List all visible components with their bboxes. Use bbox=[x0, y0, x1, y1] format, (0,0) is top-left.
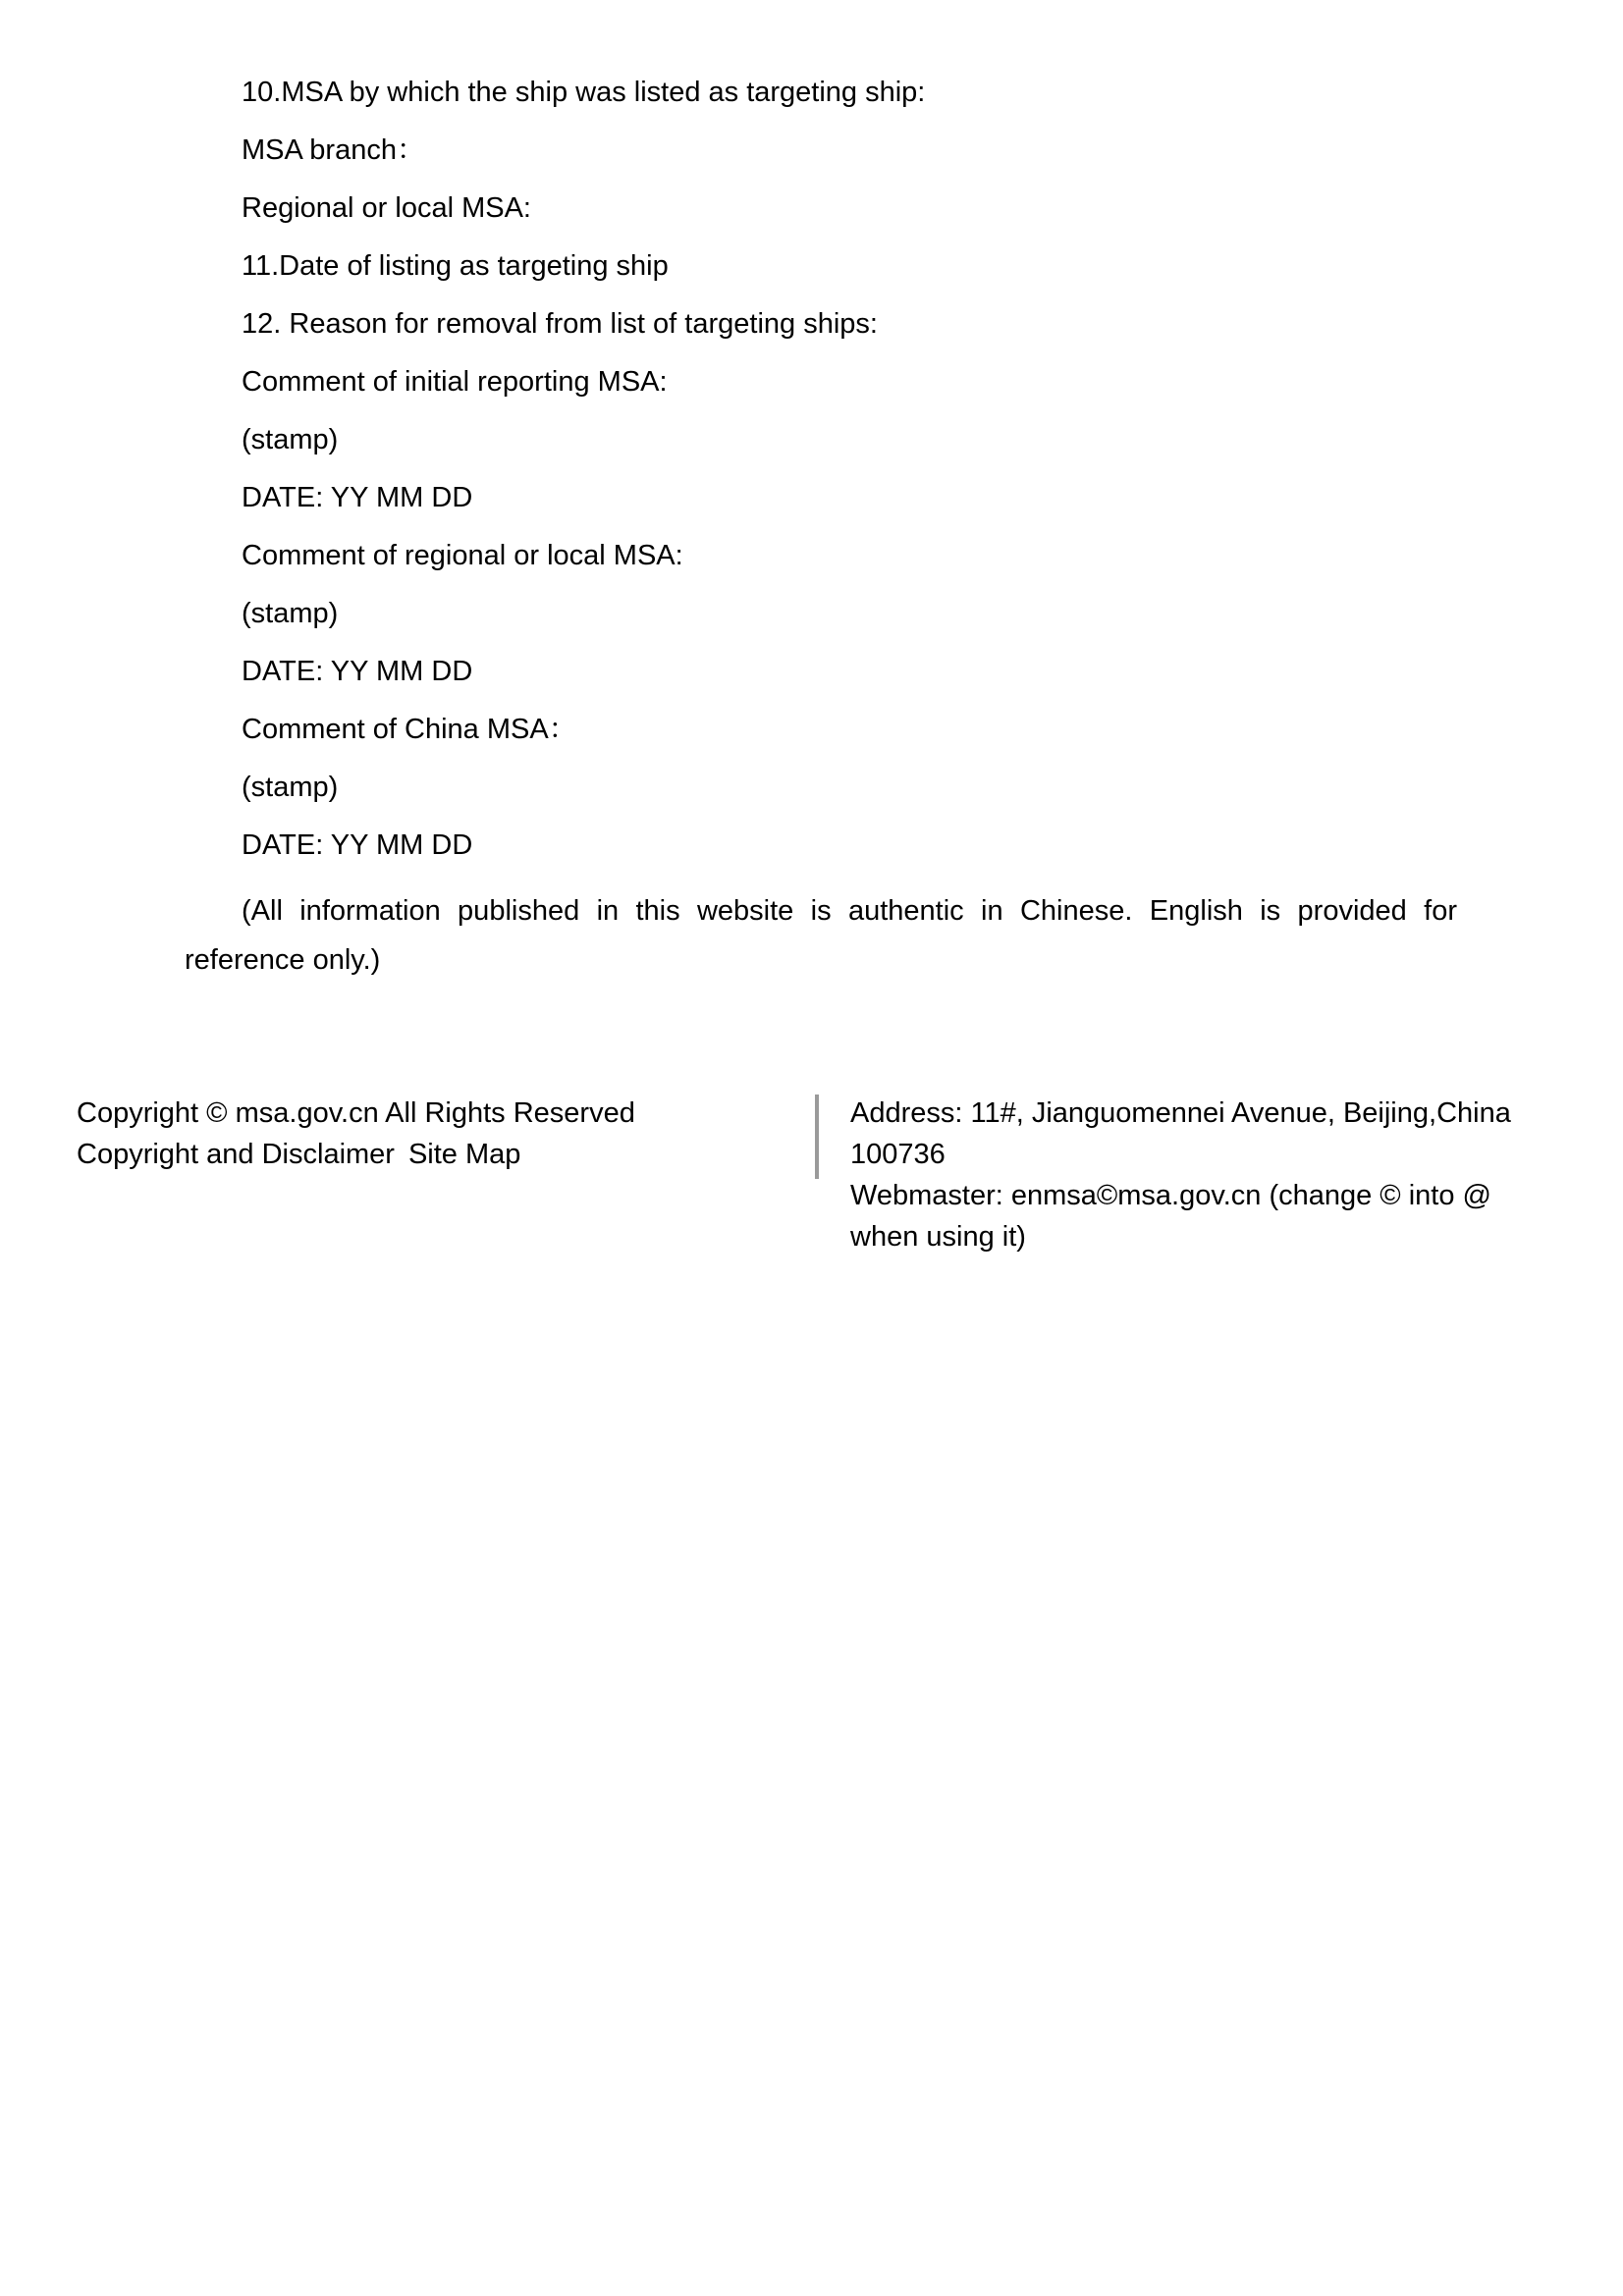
language-disclaimer-note: (All information published in this website is authentic in Chinese. English is provided for reference only.) bbox=[185, 895, 1457, 976]
field-msa-listing: 10.MSA by which the ship was listed as targeting ship: bbox=[242, 77, 926, 108]
address-line: Address: 11#, Jianguomennei Avenue, Beijing,China bbox=[850, 1097, 1511, 1129]
date-placeholder: DATE: YY MM DD bbox=[242, 482, 473, 513]
footer-contact-block bbox=[850, 1093, 1538, 1257]
footer-links bbox=[77, 1134, 784, 1175]
stamp-placeholder: (stamp) bbox=[242, 772, 339, 803]
field-china-msa-comment: Comment of China MSA： bbox=[242, 714, 577, 745]
field-initial-msa-comment: Comment of initial reporting MSA: bbox=[242, 366, 668, 398]
date-placeholder: DATE: YY MM DD bbox=[242, 656, 473, 687]
field-removal-reason: 12. Reason for removal from list of targeting ships: bbox=[242, 308, 878, 340]
form-fields bbox=[242, 75, 1459, 885]
field-listing-date: 11.Date of listing as targeting ship bbox=[242, 250, 669, 282]
copyright-disclaimer-link[interactable]: Copyright and Disclaimer bbox=[77, 1139, 395, 1170]
copyright-text: Copyright © msa.gov.cn All Rights Reserved bbox=[77, 1097, 635, 1129]
footer-divider bbox=[815, 1095, 819, 1179]
site-map-link[interactable]: Site Map bbox=[407, 1139, 521, 1170]
field-regional-msa: Regional or local MSA: bbox=[242, 192, 531, 224]
field-msa-branch: MSA branch： bbox=[242, 134, 425, 166]
webmaster-note: when using it) bbox=[850, 1221, 1026, 1253]
webmaster-line: Webmaster: enmsa©msa.gov.cn (change © into @ bbox=[850, 1180, 1491, 1211]
postal-code: 100736 bbox=[850, 1139, 946, 1170]
footer-copyright-block bbox=[77, 1093, 784, 1175]
stamp-placeholder: (stamp) bbox=[242, 424, 339, 455]
stamp-placeholder: (stamp) bbox=[242, 598, 339, 629]
date-placeholder: DATE: YY MM DD bbox=[242, 829, 473, 861]
field-regional-msa-comment: Comment of regional or local MSA: bbox=[242, 540, 683, 571]
